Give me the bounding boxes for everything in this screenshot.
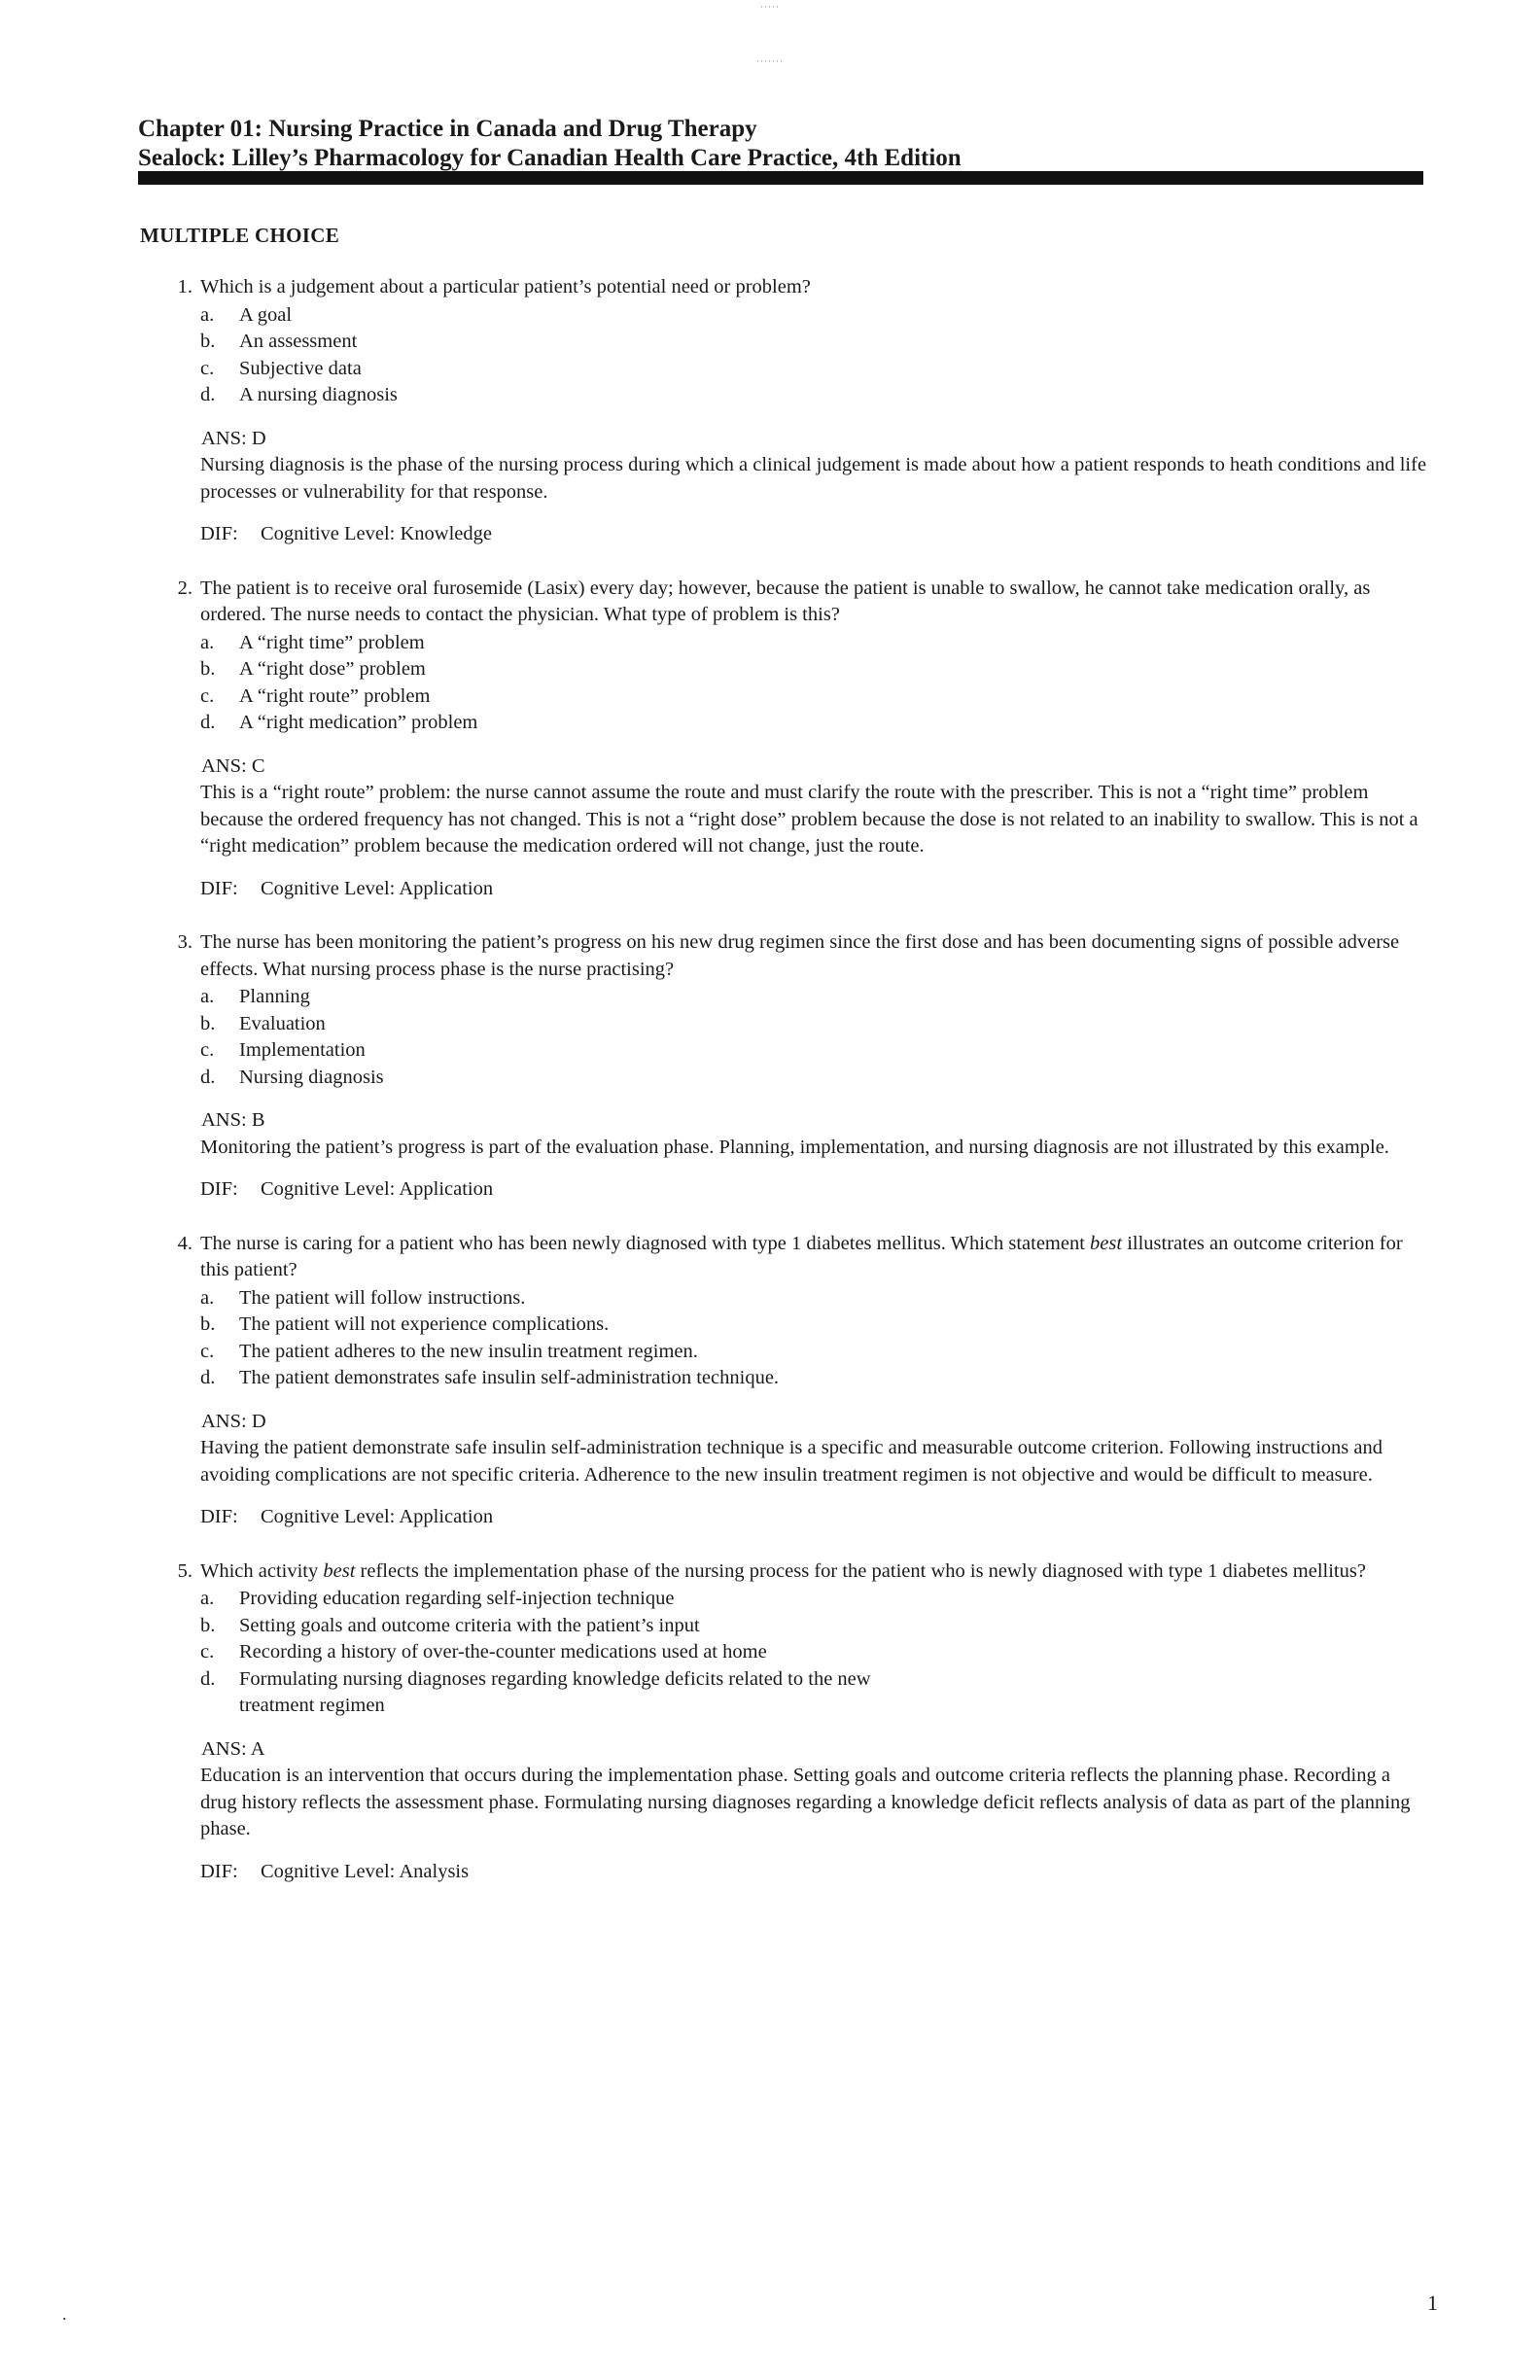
option-d [200, 1365, 1429, 1392]
answer-label: ANS: A [201, 1737, 265, 1760]
option-c [200, 1339, 1429, 1366]
question-1 [165, 274, 1429, 548]
option-text: Nursing diagnosis [239, 1066, 384, 1088]
section-title: MULTIPLE CHOICE [140, 224, 340, 247]
difficulty-value: Cognitive Level: Knowledge [261, 523, 492, 544]
question-stem: The nurse has been monitoring the patient’s progress on his new drug regimen since the first dose and has been documenting signs of possible adverse effects. What nursing process phase is the nurse practising? [200, 931, 1400, 980]
option-text: A goal [239, 303, 293, 326]
option-a [200, 984, 1429, 1011]
rationale: Having the patient demonstrate safe insulin self-administration technique is a specific and measurable outcome criterion. Following instructions and avoiding complications are not specific criteria. Adherence to the new insulin treatment regimen is not objective and would be difficult to measure. [200, 1437, 1383, 1486]
question-5 [165, 1558, 1429, 1886]
option-letter: d. [200, 1367, 216, 1388]
question-stem: The patient is to receive oral furosemide (Lasix) every day; however, because the patient is unable to swallow, he cannot take medication orally, as ordered. The nurse needs to contact the physician. What type of problem is this? [200, 577, 1371, 625]
difficulty [200, 1504, 1429, 1531]
option-letter: a. [200, 303, 215, 326]
stem-text: The nurse is caring for a patient who has been newly diagnosed with type 1 diabetes mellitus. Which statement [200, 1232, 1091, 1254]
answer-label: ANS: C [201, 754, 265, 777]
header-rule [138, 171, 1423, 185]
option-letter: d. [200, 1667, 216, 1690]
answer-block [200, 1736, 1429, 1843]
difficulty-value: Cognitive Level: Application [261, 1178, 494, 1200]
option-letter: b. [200, 331, 216, 352]
page-header [138, 115, 1421, 173]
stem-emphasis: best [323, 1559, 356, 1582]
page-number: 1 [1427, 2291, 1438, 2315]
answer-block [200, 753, 1429, 860]
option-text: Setting goals and outcome criteria with the patient’s input [239, 1614, 700, 1636]
option-letter: c. [200, 684, 215, 707]
option-c [200, 1639, 1429, 1666]
option-letter: a. [200, 986, 215, 1007]
option-text: Subjective data [239, 357, 362, 379]
option-letter: a. [200, 1588, 215, 1609]
stem-emphasis: best [1090, 1232, 1123, 1254]
answer-label: ANS: B [201, 1109, 265, 1131]
option-b [200, 1011, 1429, 1038]
option-text: A “right time” problem [239, 631, 425, 653]
option-a [200, 1586, 1429, 1613]
options-list [200, 302, 1429, 409]
rationale: This is a “right route” problem: the nurse cannot assume the route and must clarify the route with the prescriber. This is not a “right time” problem because the ordered frequency has not changed. This is not a “right dose” problem because the dose is not related to an inability to swallow. This is not a “right medication” problem because the medication ordered will not change, just the route. [200, 782, 1418, 857]
stem-text: illustrates an outcome criterion for this patient? [200, 1232, 1403, 1280]
rationale: Nursing diagnosis is the phase of the nursing process during which a clinical judgement is made about how a patient responds to heath conditions and life processes or vulnerability for that response. [200, 454, 1427, 503]
difficulty [200, 876, 1429, 903]
option-b [200, 329, 1429, 356]
option-letter: c. [200, 357, 215, 379]
option-letter: d. [200, 1066, 216, 1088]
option-letter: a. [200, 631, 215, 653]
answer-block [200, 426, 1429, 507]
option-letter: b. [200, 1012, 216, 1034]
option-text: Planning [239, 986, 310, 1007]
option-d [200, 1666, 1429, 1720]
options-list [200, 630, 1429, 737]
options-list [200, 1285, 1429, 1392]
option-b [200, 1312, 1429, 1339]
question-number: 2. [177, 577, 192, 599]
scan-mark-top: ····· [760, 2, 780, 12]
option-letter: b. [200, 1614, 216, 1636]
options-list [200, 1586, 1429, 1720]
option-d [200, 1065, 1429, 1092]
rationale: Education is an intervention that occurs during the implementation phase. Setting goals and outcome criteria reflects the planning phase. Recording a drug history reflects the assessment phase. Formulating nursing diagnoses regarding a knowledge deficit reflects analysis of data as part of the planning phase. [200, 1765, 1411, 1839]
option-letter: c. [200, 1340, 215, 1362]
difficulty-label: DIF: [200, 1178, 238, 1200]
question-stem: Which is a judgement about a particular patient’s potential need or problem? [200, 276, 811, 298]
option-text: Evaluation [239, 1012, 326, 1034]
answer-block [200, 1409, 1429, 1489]
difficulty-label: DIF: [200, 523, 238, 544]
option-a [200, 630, 1429, 657]
question-number: 1. [177, 276, 192, 298]
option-a [200, 1285, 1429, 1312]
difficulty [200, 521, 1429, 548]
option-text: A “right medication” problem [239, 712, 478, 733]
option-b [200, 1613, 1429, 1640]
option-d [200, 382, 1429, 409]
question-stem [200, 1558, 1429, 1586]
question-number: 4. [177, 1232, 192, 1254]
difficulty [200, 1859, 1429, 1886]
option-letter: a. [200, 1286, 215, 1309]
scan-mark-second: ······· [756, 56, 784, 66]
option-text: Providing education regarding self-injection technique [239, 1588, 675, 1609]
question-4 [165, 1231, 1429, 1531]
option-text: Implementation [239, 1039, 366, 1061]
option-text: The patient will follow instructions. [239, 1286, 526, 1309]
option-c [200, 1037, 1429, 1065]
option-letter: c. [200, 1641, 215, 1662]
difficulty-label: DIF: [200, 877, 238, 899]
option-text: A “right dose” problem [239, 658, 426, 680]
question-stem [200, 1231, 1429, 1284]
option-a [200, 302, 1429, 330]
option-text: Recording a history of over-the-counter medications used at home [239, 1641, 767, 1662]
difficulty-label: DIF: [200, 1506, 238, 1527]
option-d [200, 710, 1429, 737]
option-letter: d. [200, 712, 216, 733]
option-letter: c. [200, 1039, 215, 1061]
difficulty-value: Cognitive Level: Application [261, 877, 494, 899]
option-text: The patient demonstrates safe insulin self-administration technique. [239, 1367, 780, 1388]
chapter-title: Chapter 01: Nursing Practice in Canada and Drug Therapy [138, 116, 757, 142]
answer-block [200, 1107, 1429, 1161]
option-text-continued: treatment regimen [239, 1695, 385, 1716]
book-title: Sealock: Lilley’s Pharmacology for Canadian Health Care Practice, 4th Edition [138, 145, 962, 171]
option-text: The patient adheres to the new insulin treatment regimen. [239, 1340, 698, 1362]
option-c [200, 683, 1429, 711]
options-list [200, 984, 1429, 1091]
option-text: Formulating nursing diagnoses regarding knowledge deficits related to the new [239, 1667, 871, 1690]
questions-list [165, 274, 1429, 1912]
stem-text: Which activity [200, 1559, 324, 1582]
difficulty-label: DIF: [200, 1860, 238, 1882]
answer-label: ANS: D [201, 1410, 266, 1432]
option-text: The patient will not experience complications. [239, 1313, 610, 1335]
question-3 [165, 929, 1429, 1204]
question-number: 3. [177, 931, 192, 953]
option-letter: d. [200, 384, 216, 405]
difficulty-value: Cognitive Level: Analysis [261, 1860, 470, 1882]
option-text: A “right route” problem [239, 684, 431, 707]
question-2 [165, 576, 1429, 903]
option-b [200, 656, 1429, 683]
stem-text: reflects the implementation phase of the nursing process for the patient who is newly diagnosed with type 1 diabetes mellitus? [355, 1559, 1366, 1582]
option-text: A nursing diagnosis [239, 384, 398, 405]
difficulty-value: Cognitive Level: Application [261, 1506, 494, 1527]
option-letter: b. [200, 658, 216, 680]
answer-label: ANS: D [201, 427, 266, 449]
question-number: 5. [177, 1559, 192, 1582]
rationale: Monitoring the patient’s progress is part of the evaluation phase. Planning, implementation, and nursing diagnosis are not illustrated by this example. [200, 1136, 1389, 1158]
footer-dot: . [62, 2304, 67, 2324]
difficulty [200, 1176, 1429, 1204]
option-c [200, 356, 1429, 383]
option-letter: b. [200, 1313, 216, 1335]
option-text: An assessment [239, 331, 358, 352]
